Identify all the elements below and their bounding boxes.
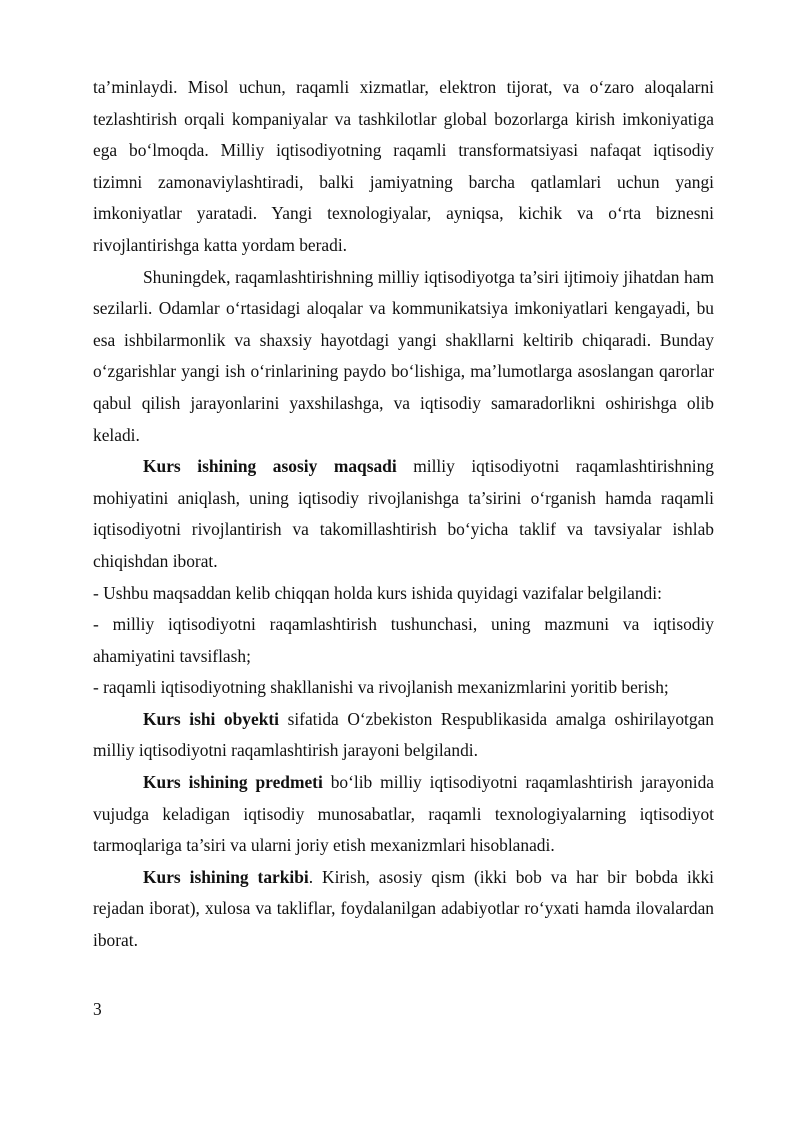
list-item-text: - raqamli iqtisodiyotning shakllanishi va rivojlanish mexanizmlarini yoritib berish; xyxy=(93,677,669,698)
paragraph-text: - Ushbu maqsaddan kelib chiqqan holda kurs ishida quyidagi vazifalar belgilandi: xyxy=(93,582,662,603)
list-item xyxy=(93,672,714,704)
list-item xyxy=(93,609,714,672)
paragraph-text: bo‘lib milliy iqtisodiyotni raqamlashtirish jarayonida vujudga keladigan iqtisodiy munosabatlar, raqamli texnologiyalarning iqtisodiyot tarmoqlariga ta’siri va ularni joriy etish mexanizmlari hisoblanadi. xyxy=(93,772,714,856)
paragraph-object xyxy=(93,704,714,767)
list-item-text: - milliy iqtisodiyotni raqamlashtirish tushunchasi, uning mazmuni va iqtisodiy ahamiyatini tavsiflash; xyxy=(93,614,714,666)
paragraph-heading: Kurs ishining asosiy maqsadi xyxy=(143,456,397,477)
paragraph-subject xyxy=(93,767,714,862)
paragraph-text: sifatida O‘zbekiston Respublikasida amalga oshirilayotgan milliy iqtisodiyotni raqamlashtirish jarayoni belgilandi. xyxy=(93,708,714,761)
paragraph-text: . Kirish, asosiy qism (ikki bob va har bir bobda ikki rejadan iborat), xulosa va takliflar, foydalanilgan adabiyotlar ro‘yxati hamda ilovalardan iborat. xyxy=(93,866,714,951)
paragraph-text: milliy iqtisodiyotni raqamlashtirishning mohiyatini aniqlash, uning iqtisodiy rivojlanishga ta’sirini o‘rganish hamda raqamli iqtisodiyotni rivojlantirish va takomillashtirish bo‘yicha taklif va tavsiyalar ishlab chiqishdan iborat. xyxy=(93,456,714,571)
document-body xyxy=(93,72,714,957)
paragraph-heading: Kurs ishining tarkibi xyxy=(143,866,309,887)
paragraph-heading: Kurs ishi obyekti xyxy=(143,708,279,729)
paragraph-social-impact xyxy=(93,262,714,452)
paragraph-continuation xyxy=(93,72,714,262)
paragraph-structure xyxy=(93,862,714,957)
page-number: 3 xyxy=(93,999,102,1019)
paragraph-main-goal xyxy=(93,451,714,577)
paragraph-heading: Kurs ishining predmeti xyxy=(143,772,323,793)
paragraph-tasks-intro xyxy=(93,578,714,610)
paragraph-text: Shuningdek, raqamlashtirishning milliy iqtisodiyotga ta’siri ijtimoiy jihatdan ham sezilarli. Odamlar o‘rtasidagi aloqalar va kommunikatsiya imkoniyatlari kengayadi, bu esa ishbilarmonlik va shaxsiy hayotdagi yangi shakllarni keltirib chiqaradi. Bunday o‘zgarishlar yangi ish o‘rinlarining paydo bo‘lishiga, ma’lumotlarga asoslangan qarorlar qabul qilish jarayonlarini yaxshilashga, va iqtisodiy samaradorlikni oshirishga olib keladi. xyxy=(93,266,714,445)
paragraph-text: ta’minlaydi. Misol uchun, raqamli xizmatlar, elektron tijorat, va o‘zaro aloqalarni tezlashtirish orqali kompaniyalar va tashkilotlar global bozorlarga kirish imkoniyatiga ega bo‘lmoqda. Milliy iqtisodiyotning raqamli transformatsiyasi nafaqat iqtisodiy tizimni zamonaviylashtiradi, balki jamiyatning barcha qatlamlari uchun yangi imkoniyatlar yaratadi. Yangi texnologiyalar, ayniqsa, kichik va o‘rta biznesni rivojlantirishga katta yordam beradi. xyxy=(93,77,714,255)
